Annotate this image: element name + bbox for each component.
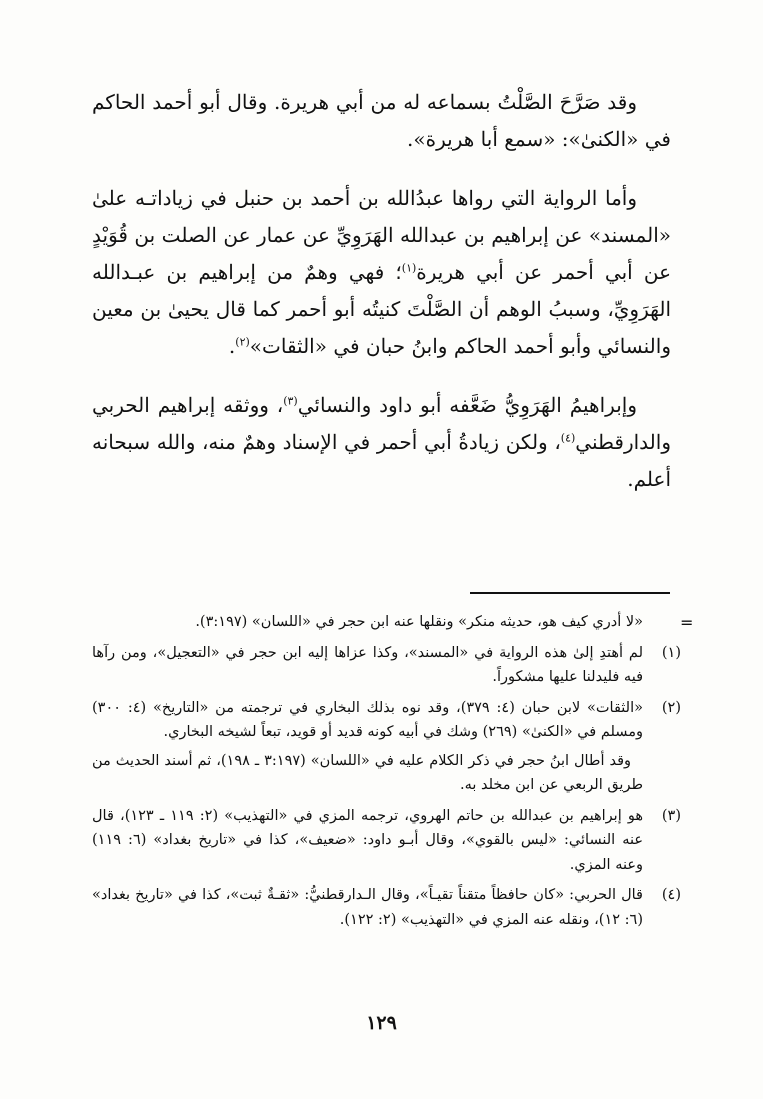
- paragraph-3-text-a: وإبراهيمُ الهَرَوِيُّ ضَعَّفه أبو داود والنسائي: [297, 393, 637, 417]
- footnote-continuation-text: «لا أدري كيف هو، حديثه منكر» ونقلها عنه ابن حجر في «اللسان» (٣:١٩٧).: [195, 614, 643, 630]
- continuation-mark: =: [680, 613, 694, 632]
- footnote-2: [92, 696, 681, 798]
- footnotes: [92, 610, 681, 938]
- page-number: ١٢٩: [366, 1012, 397, 1034]
- footnote-number-3: (٣): [661, 807, 681, 824]
- footnote-separator: [470, 592, 670, 594]
- footnote-text-1: لم أهتدِ إلىٰ هذه الرواية في «المسند»، وكذا عزاها إليه ابن حجر في «التعجيل»، ومن رآها فيه فليدلنا عليها مشكوراً.: [92, 644, 643, 685]
- paragraph-2-text-a: وأما الرواية التي رواها عبدُالله بن أحمد بن حنبل في زياداتـه علىٰ «المسند» عن إبراهيم بن عبدالله الهَرَوِيِّ عن عمار عن الصلت بن قُوَيْدٍ عن أبي أحمر عن أبي هريرة: [92, 186, 672, 284]
- paragraph-3-text-b: ، ووثقه إبراهيم الحربي والدارقطني: [92, 393, 671, 454]
- footnote-1: [92, 641, 681, 690]
- paragraph-2-text-c: .: [228, 334, 236, 358]
- footnote-4: [92, 883, 681, 932]
- footnote-ref-1[interactable]: (١): [401, 261, 417, 275]
- footnote-text-2: «الثقات» لابن حبان (٤: ٣٧٩)، وقد نوه بذلك البخاري في ترجمته من «التاريخ» (٤: ٣٠٠) ومسلم في «الكنىٰ» (٢٦٩) وشك في أبيه كونه قديد أو قويد، تبعاً لشيخه البخاري.: [92, 699, 643, 740]
- footnote-number-4: (٤): [661, 887, 681, 903]
- footnote-ref-2[interactable]: (٢): [235, 335, 250, 349]
- paragraph-3-text-c: ، ولكن زيادةُ أبي أحمر في الإسناد وهمٌ منه، والله سبحانه أعلم.: [92, 430, 671, 491]
- footnote-text-3: هو إبراهيم بن عبدالله بن حاتم الهروي، ترجمه المزي في «التهذيب» (٢: ١١٩ ـ ١٢٣)، قال عنه النسائي: «ليس بالقوي»، وقال أبـو داود: «ضعيف»، كذا في «تاريخ بغداد» (٦: ١١٩) وعنه المزي.: [92, 807, 643, 873]
- paragraph-3: [92, 387, 671, 498]
- paragraph-1: [92, 84, 671, 158]
- footnote-2-continuation: وقد أطال ابنُ حجر في ذكر الكلام عليه في «اللسان» (٣:١٩٧ ـ ١٩٨)، ثم أسند الحديث من طريق الربعي عن ابن مخلد به.: [92, 752, 643, 793]
- paragraph-2-text-b: ؛ فهي وهمٌ من إبراهيم بن عبـدالله الهَرَوِيِّ، وسببُ الوهم أن الصَّلْتَ كنيتُه أبو أحمر كما قال يحيىٰ بن معين والنسائي وأبو أحمد الحاكم وابنُ حبان في «الثقات»: [92, 260, 671, 358]
- paragraph-2: [92, 180, 671, 365]
- footnote-ref-3[interactable]: (٣): [283, 394, 298, 408]
- footnote-3: [92, 804, 681, 878]
- footnote-ref-4[interactable]: (٤): [560, 431, 576, 445]
- footnote-number-2: (٢): [661, 699, 681, 716]
- footnote-number-1: (١): [661, 644, 681, 661]
- main-text: [92, 84, 671, 498]
- footnote-text-4: قال الحربي: «كان حافظاً متقناً تقيـاً»، وقال الـدارقطنيُّ: «ثقـةٌ ثبت»، كذا في «تاريخ بغداد» (٦: ١٢)، ونقله عنه المزي في «التهذيب» (٢: ١٢٢).: [92, 887, 643, 928]
- paragraph-1-text: وقد صَرَّحَ الصَّلْتُ بسماعه له من أبي هريرة. وقال أبو أحمد الحاكم في «الكنىٰ»: «سمع أبا هريرة».: [92, 90, 671, 151]
- footnote-continuation: [92, 610, 681, 635]
